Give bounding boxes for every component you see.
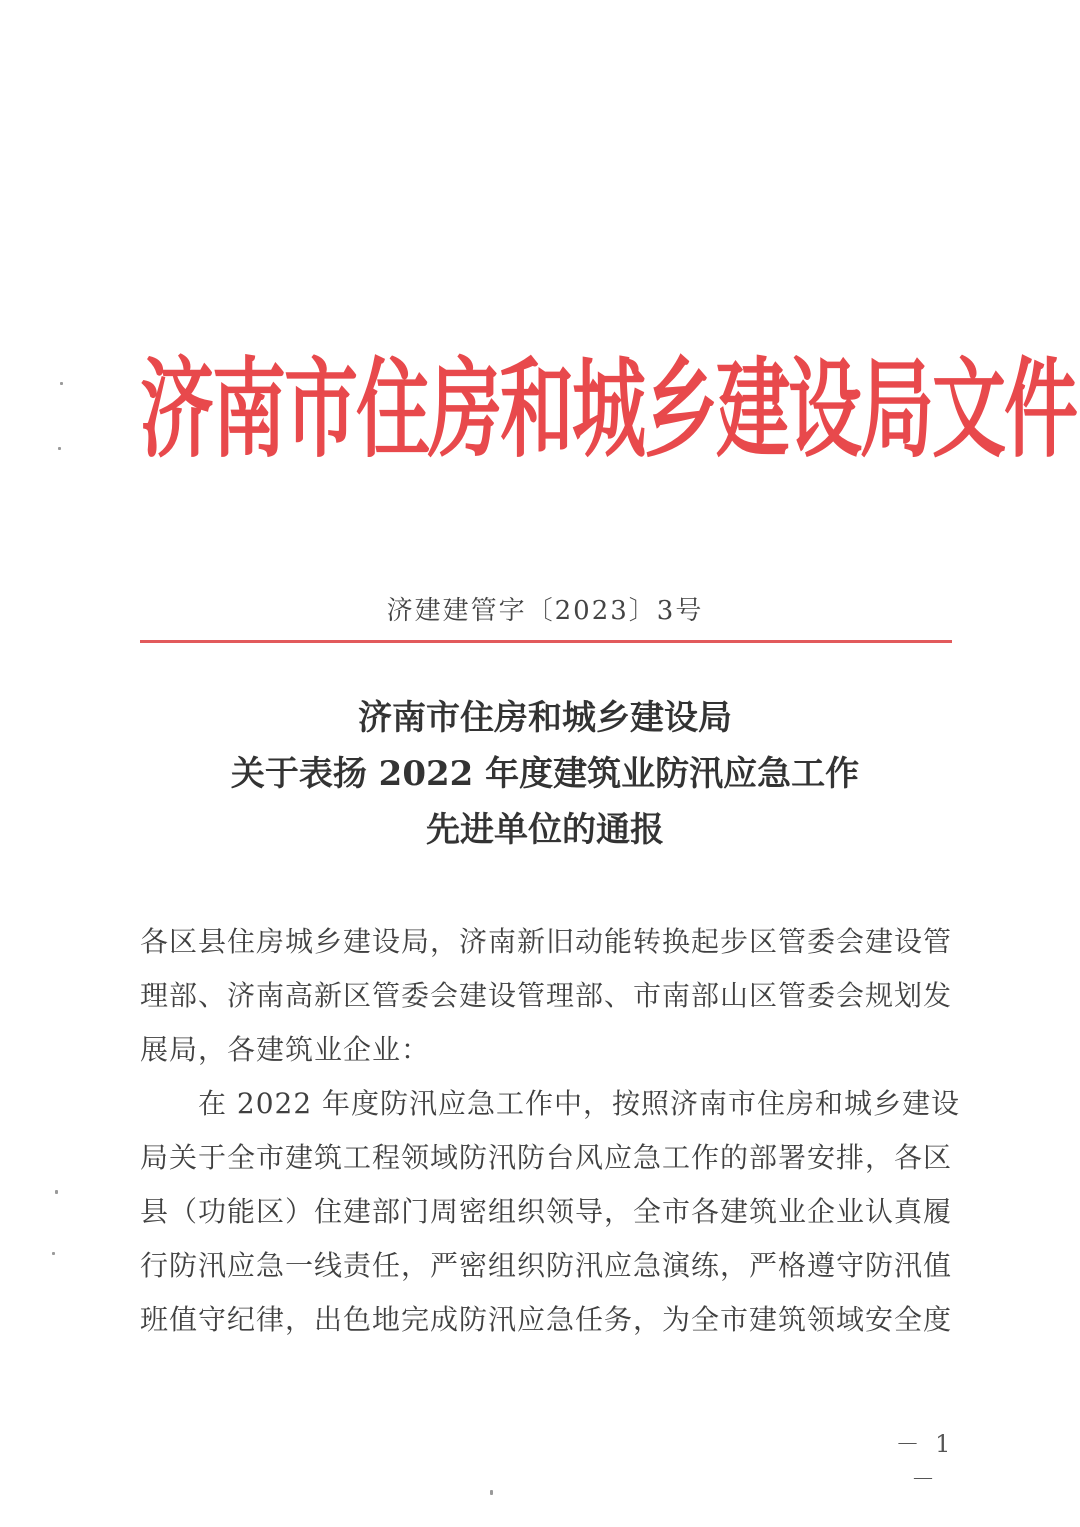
scan-speck	[60, 382, 63, 385]
red-separator-line	[140, 640, 952, 643]
body-line-4: 在 2022 年度防汛应急工作中，按照济南市住房和城乡建设	[198, 1087, 961, 1120]
notice-body	[140, 915, 961, 1347]
notice-title-line-2: 关于表扬 2022 年度建筑业防汛应急工作	[230, 754, 860, 794]
body-line-1: 各区县住房城乡建设局，济南新旧动能转换起步区管委会建设管	[140, 925, 953, 958]
body-line-8: 班值守纪律，出色地完成防汛应急任务，为全市建筑领域安全度	[140, 1303, 953, 1336]
document-header-title: 济南市住房和城乡建设局文件	[140, 347, 1076, 473]
notice-title	[140, 690, 950, 858]
notice-title-line-3: 先进单位的通报	[426, 810, 664, 850]
body-line-5: 局关于全市建筑工程领域防汛防台风应急工作的部署安排，各区	[140, 1141, 953, 1174]
body-line-2: 理部、济南高新区管委会建设管理部、市南部山区管委会规划发	[140, 979, 953, 1012]
scan-speck	[490, 1490, 493, 1495]
document-number: 济建建管字〔2023〕3号	[386, 596, 704, 626]
body-line-6: 县（功能区）住建部门周密组织领导，全市各建筑业企业认真履	[140, 1195, 953, 1228]
body-line-7: 行防汛应急一线责任，严密组织防汛应急演练，严格遵守防汛值	[140, 1249, 953, 1282]
scan-speck	[52, 1252, 55, 1255]
page-number: － 1 －	[895, 1430, 955, 1493]
scan-speck	[55, 1190, 58, 1194]
body-line-3: 展局，各建筑业企业：	[140, 1033, 431, 1066]
notice-title-line-1: 济南市住房和城乡建设局	[358, 698, 732, 738]
scan-speck	[58, 447, 61, 450]
